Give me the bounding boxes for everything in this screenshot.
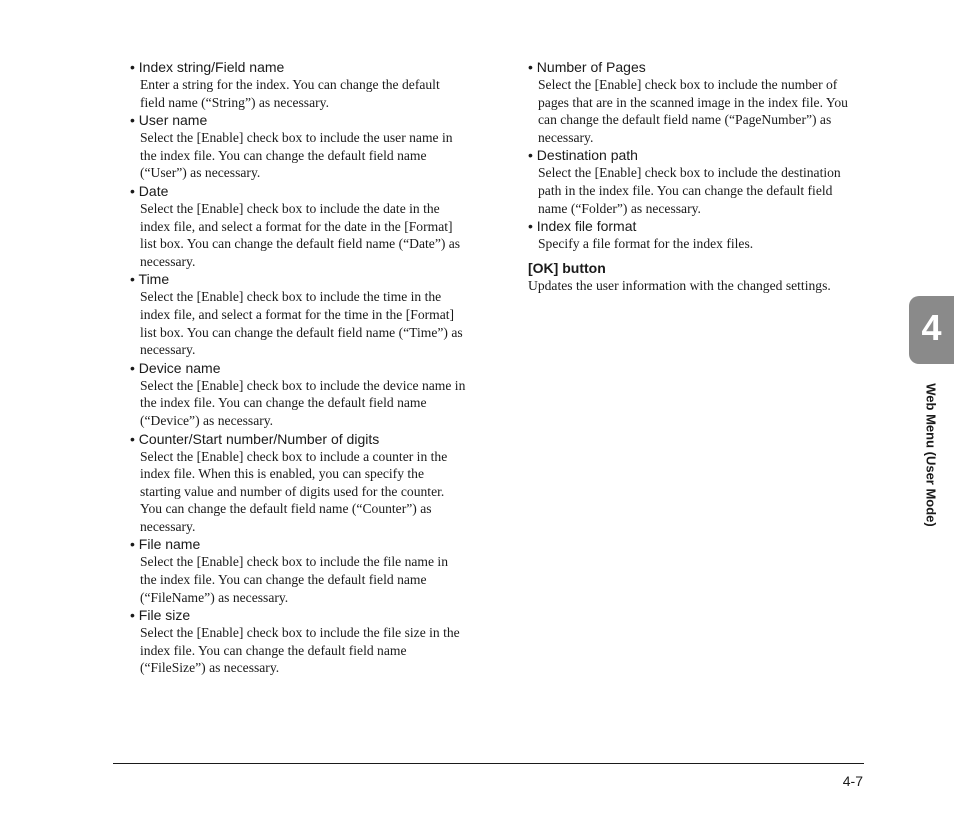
item-title-time: • Time (130, 271, 170, 288)
item-desc-device-name: Select the [Enable] check box to include the device name in the index file. You can change the default field name (“Device”) as necessary. (140, 377, 466, 428)
item-title-date: • Date (130, 182, 169, 199)
footer-divider (113, 763, 864, 764)
chapter-side-title: Web Menu (User Mode) (923, 383, 939, 527)
ok-button-desc: Updates the user information with the changed settings. (528, 277, 831, 293)
item-desc-counter: Select the [Enable] check box to include a counter in the index file. When this is enabled, you can specify the starting value and number of digits used for the counter. You can change the default field name (“Counter”) as necessary. (140, 448, 448, 534)
item-desc-time: Select the [Enable] check box to include the time in the index file, and select a format for the time in the [Format] list box. You can change the default field name (“Time”) as necessary. (140, 289, 463, 358)
item-title-index-file-format: • Index file format (528, 218, 637, 235)
chapter-number: 4 (921, 307, 942, 348)
item-desc-file-size: Select the [Enable] check box to include the file size in the index file. You can change the default field name (“FileSize”) as necessary. (140, 625, 460, 676)
item-desc-index-string: Enter a string for the index. You can change the default field name (“String”) as necessary. (140, 77, 440, 110)
item-title-index-string: • Index string/Field name (130, 59, 285, 75)
item-title-file-size: • File size (130, 607, 191, 624)
item-desc-index-file-format: Specify a file format for the index files. (538, 236, 754, 252)
right-column (528, 58, 864, 294)
chapter-tab (909, 296, 954, 364)
item-desc-destination-path: Select the [Enable] check box to include the destination path in the index file. You can change the default field name (“Folder”) as necessary. (538, 165, 841, 216)
item-desc-user-name: Select the [Enable] check box to include the user name in the index file. You can change the default field name (“User”) as necessary. (140, 130, 453, 181)
item-desc-date: Select the [Enable] check box to include the date in the index file, and select a format for the date in the [Format] list box. You can change the default field name (“Date”) as necessary. (140, 200, 461, 269)
item-title-user-name: • User name (130, 112, 208, 129)
ok-button-heading: [OK] button (528, 259, 606, 276)
page-number: 4-7 (842, 773, 863, 789)
item-desc-file-name: Select the [Enable] check box to include the file name in the index file. You can change the default field name (“FileName”) as necessary. (140, 554, 449, 605)
item-desc-number-of-pages: Select the [Enable] check box to include the number of pages that are in the scanned image in the index file. You can change the default field name (“PageNumber”) as necessary. (538, 77, 848, 145)
item-title-counter: • Counter/Start number/Number of digits (130, 430, 380, 447)
item-title-device-name: • Device name (130, 359, 221, 376)
item-title-number-of-pages: • Number of Pages (528, 59, 646, 75)
item-title-file-name: • File name (130, 536, 201, 553)
item-title-destination-path: • Destination path (528, 147, 638, 164)
left-column (130, 58, 466, 677)
